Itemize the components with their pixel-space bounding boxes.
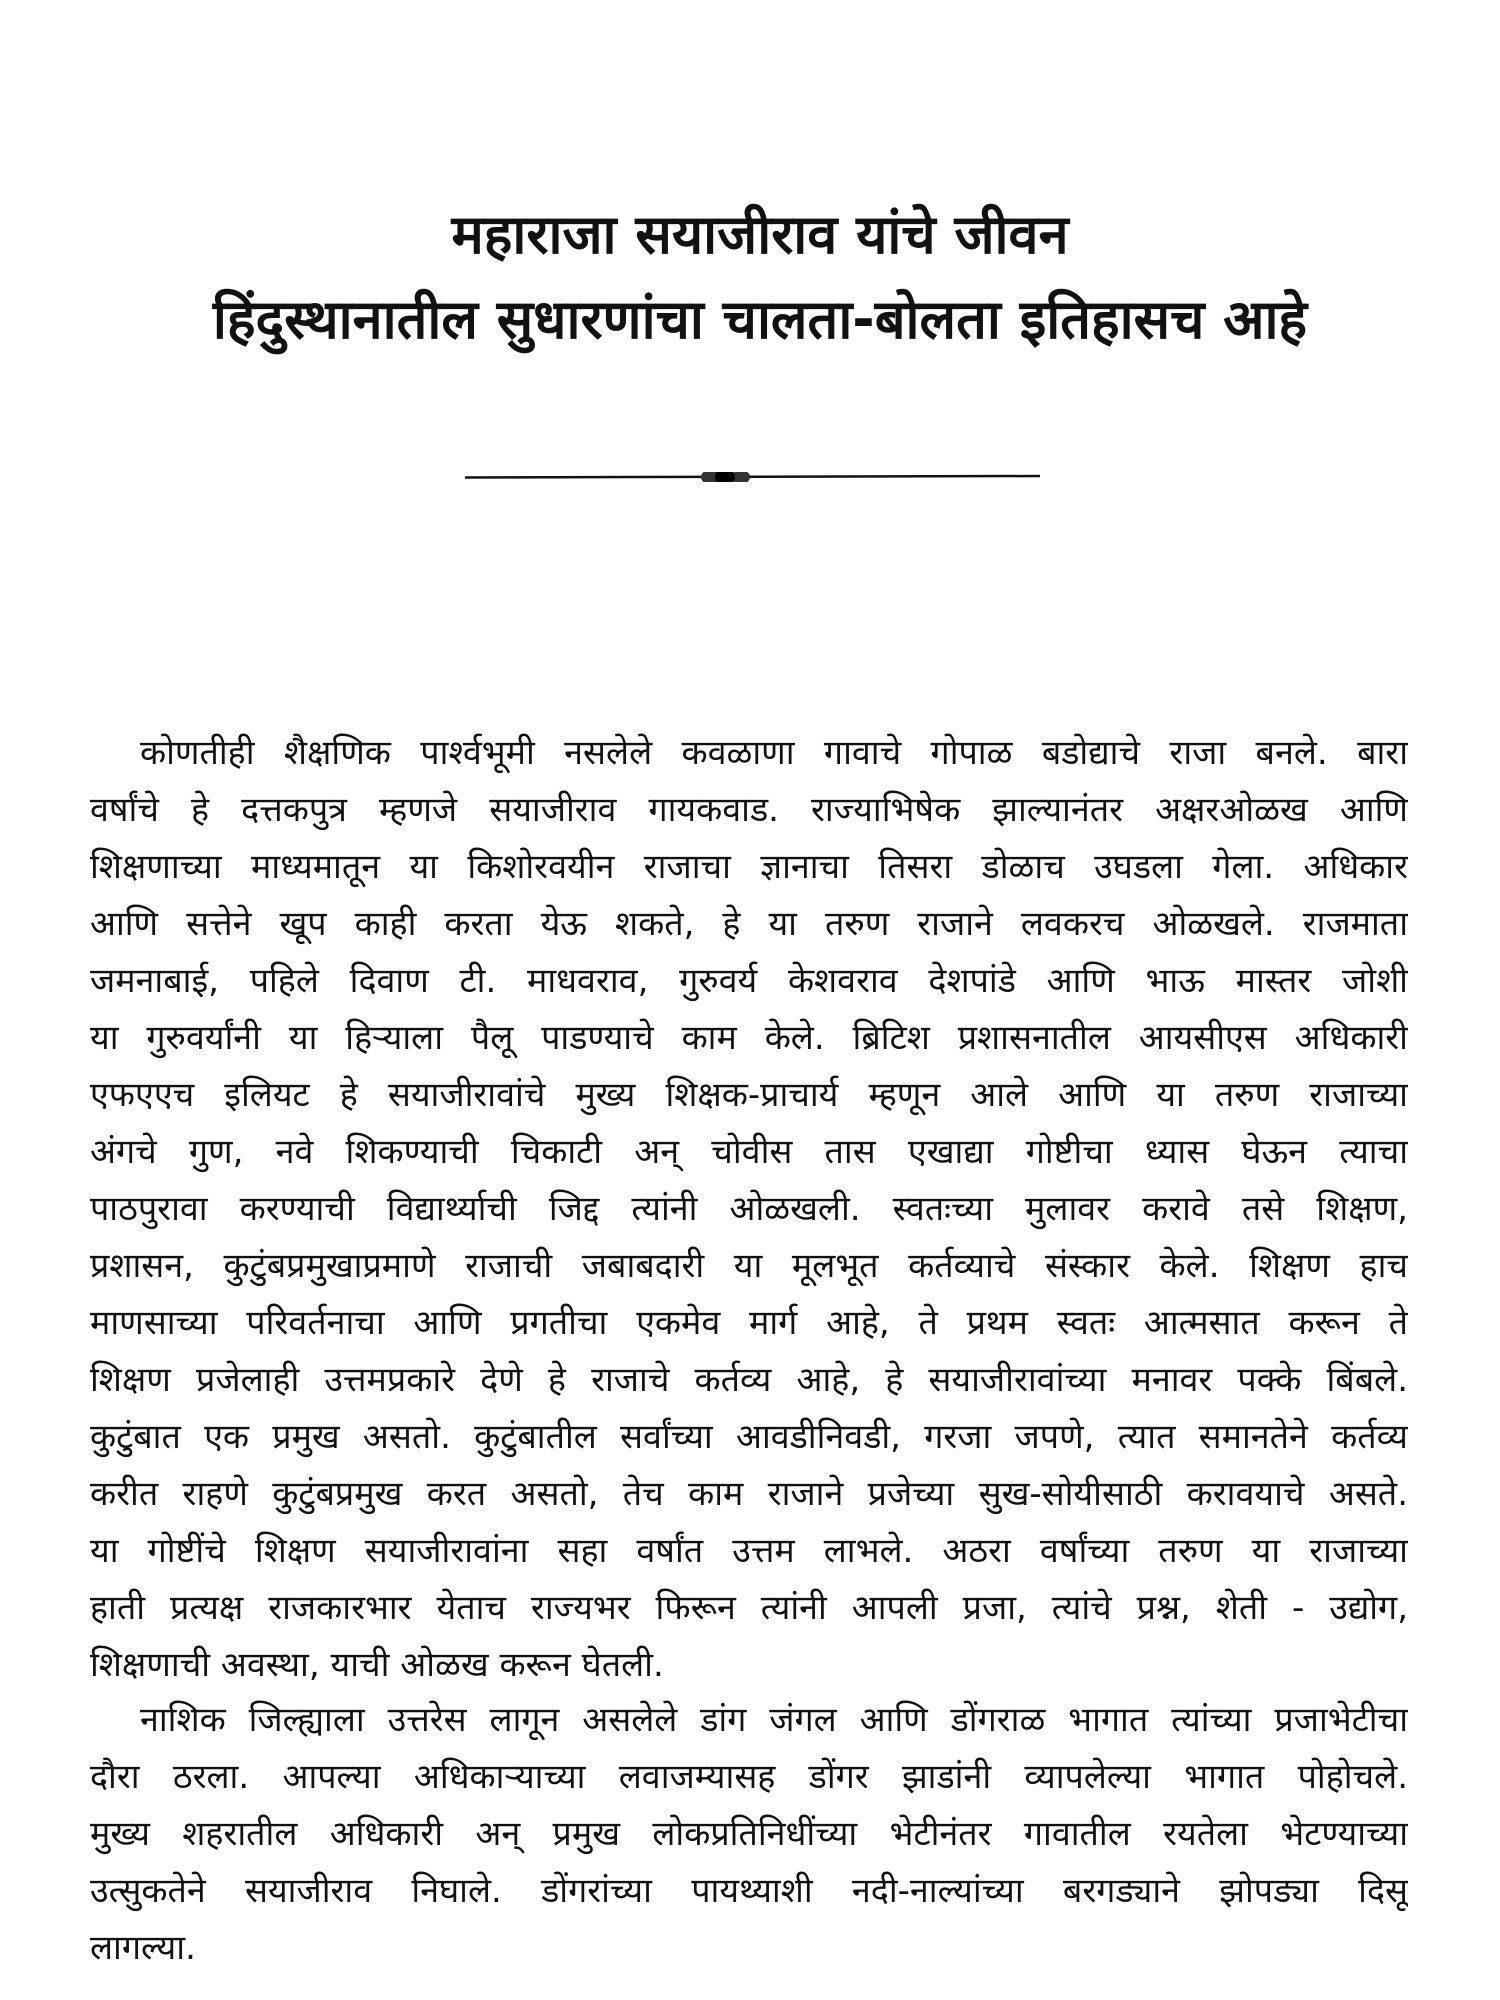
- text-line: उत्सुकतेने सयाजीराव निघाले. डोंगरांच्या पायथ्याशी नदी-नाल्यांच्या बरगड्याने झोपड्या दिसू: [90, 1871, 1408, 1911]
- text-line: माणसाच्या परिवर्तनाचा आणि प्रगतीचा एकमेव मार्ग आहे, ते प्रथम स्वतः आत्मसात करून ते: [90, 1303, 1408, 1343]
- text-line: या गुरुवर्यांनी या हिऱ्याला पैलू पाडण्याचे काम केले. ब्रिटिश प्रशासनातील आयसीएस अधिकारी: [90, 1018, 1408, 1058]
- text-line: शिक्षणाची अवस्था, याची ओळख करून घेतली.: [90, 1645, 664, 1685]
- text-line: जमनाबाई, पहिले दिवाण टी. माधवराव, गुरुवर्य केशवराव देशपांडे आणि भाऊ मास्तर जोशी: [90, 961, 1408, 1001]
- paragraph: [90, 725, 1408, 1694]
- text-line: नाशिक जिल्ह्याला उत्तरेस लागून असलेले डांग जंगल आणि डोंगराळ भागात त्यांच्या प्रजाभेटीचा: [140, 1700, 1408, 1740]
- text-line: कोणतीही शैक्षणिक पार्श्वभूमी नसलेले कवळाणा गावाचे गोपाळ बडोद्याचे राजा बनले. बारा: [140, 733, 1408, 773]
- text-line: एफएएच इलियट हे सयाजीरावांचे मुख्य शिक्षक-प्राचार्य म्हणून आले आणि या तरुण राजाच्या: [90, 1075, 1408, 1115]
- page-title-line-2: हिंदुस्थानातील सुधारणांचा चालता-बोलता इतिहासच आहे: [212, 288, 1308, 351]
- page-title-line-1: महाराजा सयाजीराव यांचे जीवन: [451, 203, 1069, 266]
- text-line: दौरा ठरला. आपल्या अधिकाऱ्याच्या लवाजम्यासह डोंगर झाडांनी व्यापलेल्या भागात पोहोचले.: [90, 1757, 1408, 1797]
- text-line: शिक्षणाच्या माध्यमातून या किशोरवयीन राजाचा ज्ञानाचा तिसरा डोळाच उघडला गेला. अधिकार: [90, 847, 1408, 887]
- body-text: [90, 725, 1408, 1977]
- text-line: लागल्या.: [90, 1928, 196, 1968]
- text-line: आणि सत्तेने खूप काही करता येऊ शकते, हे या तरुण राजाने लवकरच ओळखले. राजमाता: [90, 904, 1408, 944]
- text-line: वर्षांचे हे दत्तकपुत्र म्हणजे सयाजीराव गायकवाड. राज्याभिषेक झाल्यानंतर अक्षरओळख आणि: [90, 790, 1408, 830]
- text-line: कुटुंबात एक प्रमुख असतो. कुटुंबातील सर्वांच्या आवडीनिवडी, गरजा जपणे, त्यात समानतेने कर्तव्य: [90, 1417, 1408, 1457]
- text-line: मुख्य शहरातील अधिकारी अन् प्रमुख लोकप्रतिनिधींच्या भेटीनंतर गावातील रयतेला भेटण्याच्या: [90, 1814, 1408, 1854]
- paragraph: [90, 1692, 1408, 1977]
- text-line: करीत राहणे कुटुंबप्रमुख करत असतो, तेच काम राजाने प्रजेच्या सुख-सोयीसाठी करावयाचे असते.: [90, 1474, 1408, 1514]
- text-line: पाठपुरावा करण्याची विद्यार्थ्याची जिद्द त्यांनी ओळखली. स्वतःच्या मुलावर करावे तसे शिक्षण,: [90, 1189, 1408, 1229]
- text-line: हाती प्रत्यक्ष राजकारभार येताच राज्यभर फिरून त्यांनी आपली प्रजा, त्यांचे प्रश्न, शेती - उद्योग,: [90, 1588, 1408, 1628]
- text-line: प्रशासन, कुटुंबप्रमुखाप्रमाणे राजाची जबाबदारी या मूलभूत कर्तव्याचे संस्कार केले. शिक्षण हाच: [90, 1246, 1408, 1286]
- text-line: शिक्षण प्रजेलाही उत्तमप्रकारे देणे हे राजाचे कर्तव्य आहे, हे सयाजीरावांच्या मनावर पक्के बिंबले.: [90, 1360, 1408, 1400]
- ornamental-divider-icon: [465, 472, 1040, 482]
- text-line: या गोष्टींचे शिक्षण सयाजीरावांना सहा वर्षांत उत्तम लाभले. अठरा वर्षांच्या तरुण या राजाच्या: [90, 1531, 1408, 1571]
- text-line: अंगचे गुण, नवे शिकण्याची चिकाटी अन् चोवीस तास एखाद्या गोष्टीचा ध्यास घेऊन त्याचा: [90, 1132, 1408, 1172]
